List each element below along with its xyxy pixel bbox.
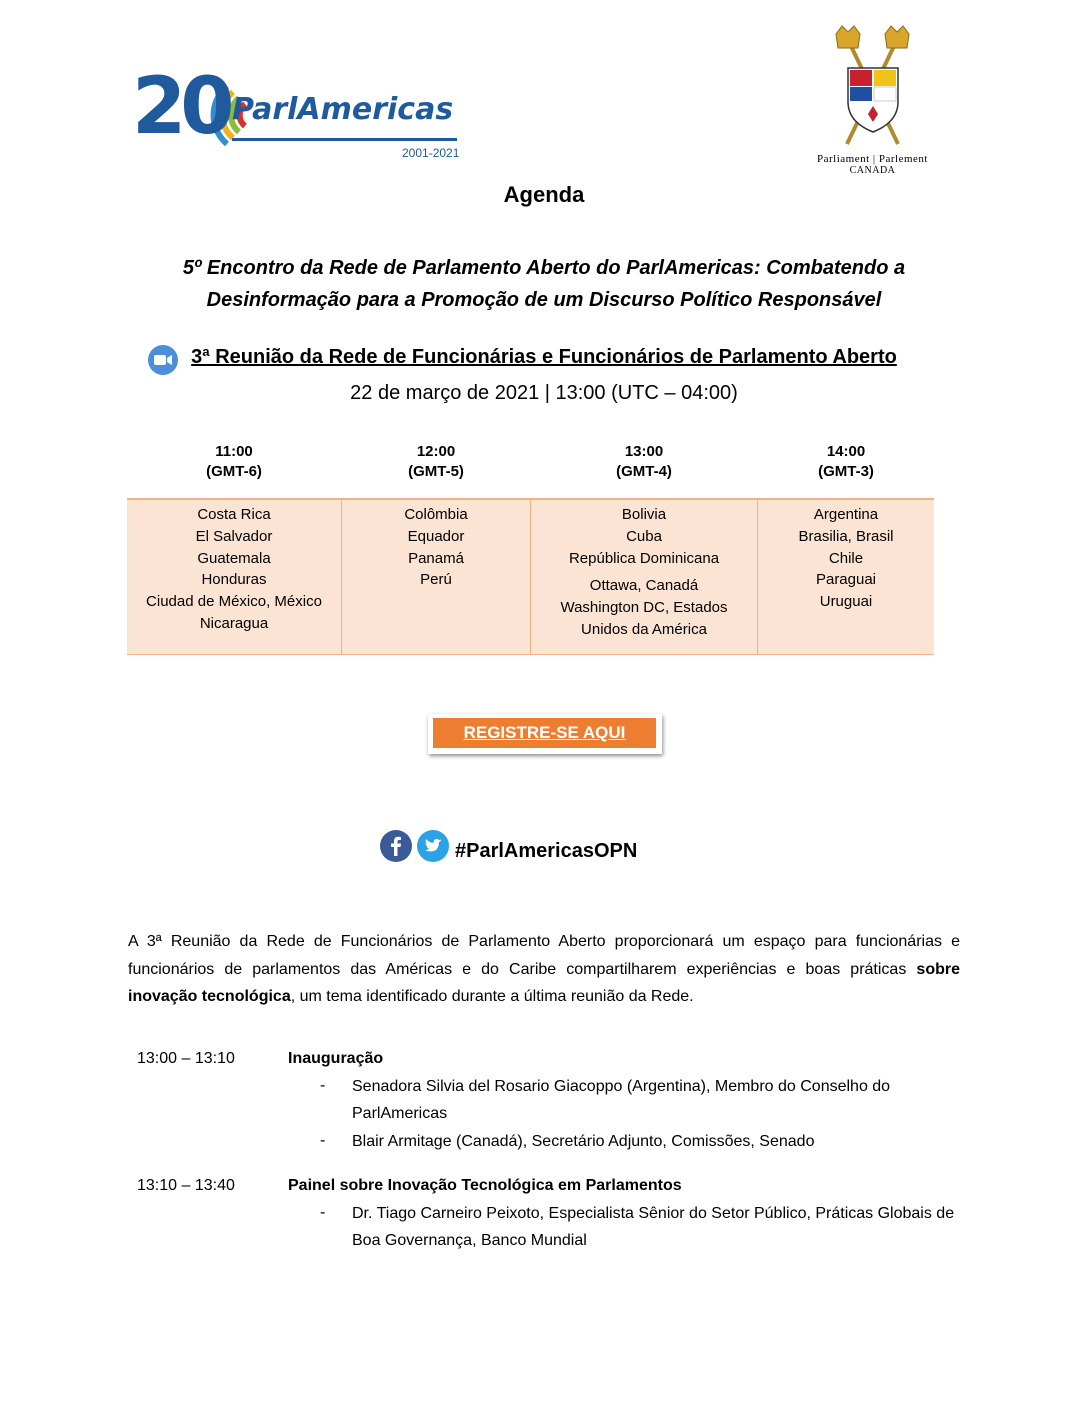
tz-time: 13:00 <box>624 443 664 460</box>
register-button[interactable] <box>428 714 662 754</box>
parliament-logo-text <box>800 154 945 176</box>
tz-header-1 <box>127 442 341 482</box>
session-title: Painel sobre Inovação Tecnológica em Parlamentos <box>288 1177 682 1194</box>
parliament-logo-line1: Parliament | Parlement <box>817 153 928 165</box>
tz-place: Brasilia, Brasil <box>798 527 894 545</box>
tz-place: Costa Rica <box>197 506 271 523</box>
intro-text-1: A 3ª Reunião da Rede de Funcionários de Parlamento Aberto proporcionará um espaço para funcionárias e funcionários de parlamentos das Américas e do Caribe compartilharem experiências e boas práticas <box>128 933 960 978</box>
parlamericas-logo <box>132 62 462 166</box>
parliament-canada-logo <box>800 24 945 180</box>
bullet-marker: - <box>320 1132 326 1149</box>
register-button-label[interactable]: REGISTRE-SE AQUI <box>433 718 656 748</box>
tz-cell-4 <box>758 498 934 655</box>
facebook-icon[interactable] <box>380 830 412 862</box>
tz-cell-2 <box>342 498 530 655</box>
event-title-line2: Desinformação para a Promoção de um Discurso Político Responsável <box>206 289 882 311</box>
tz-place: Panamá <box>408 549 464 567</box>
logo-years: 2001-2021 <box>402 146 460 160</box>
tz-place: Ciudad de México, México <box>146 593 322 611</box>
intro-text-bold: sobre inovação tecnológica <box>128 960 960 1005</box>
tz-time: 14:00 <box>826 443 866 460</box>
event-title <box>0 252 1088 316</box>
session-time: 13:10 – 13:40 <box>137 1177 235 1194</box>
tz-gmt: (GMT-6) <box>206 463 262 480</box>
twitter-icon[interactable] <box>417 830 449 862</box>
tz-gmt: (GMT-4) <box>616 463 672 480</box>
session-item: Dr. Tiago Carneiro Peixoto, Especialista Sênior do Setor Público, Práticas Globais de Boa Governança, Banco Mundial <box>352 1205 955 1249</box>
logo-brand: ParlAmericas <box>232 92 454 127</box>
date-line: 22 de março de 2021 | 13:00 (UTC – 04:00) <box>350 382 738 404</box>
session-time: 13:00 – 13:10 <box>137 1050 235 1067</box>
tz-gmt: (GMT-5) <box>408 463 464 480</box>
meeting-title-line <box>0 346 1088 369</box>
tz-place: Colômbia <box>404 506 468 523</box>
tz-place: Uruguai <box>819 593 873 611</box>
bullet-marker: - <box>320 1204 326 1221</box>
coat-of-arms-icon <box>800 24 945 152</box>
tz-cell-1 <box>127 498 341 655</box>
tz-place: Equador <box>407 527 465 545</box>
session-item: Senadora Silvia del Rosario Giacoppo (Argentina), Membro do Conselho do ParlAmericas <box>352 1078 891 1122</box>
tz-place: Washington DC, Estados <box>560 599 728 617</box>
tz-place: Cuba <box>626 527 662 545</box>
agenda-title: Agenda <box>503 182 585 207</box>
tz-place: Chile <box>828 549 864 567</box>
tz-place: Argentina <box>813 506 879 523</box>
tz-place: Paraguai <box>815 571 877 589</box>
tz-place: República Dominicana <box>568 549 720 567</box>
tz-place: El Salvador <box>195 527 273 545</box>
event-title-line1: 5º Encontro da Rede de Parlamento Aberto do ParlAmericas: Combatendo a <box>182 257 906 279</box>
tz-place: Ottawa, Canadá <box>589 577 699 595</box>
tz-time: 12:00 <box>416 443 456 460</box>
session-item: Blair Armitage (Canadá), Secretário Adjunto, Comissões, Senado <box>352 1133 815 1150</box>
parliament-logo-line2: CANADA <box>849 165 896 176</box>
tz-header-3 <box>531 442 757 482</box>
tz-place: Perú <box>420 571 452 589</box>
tz-place: Bolivia <box>621 506 667 523</box>
hashtag: #ParlAmericasOPN <box>455 840 638 862</box>
tz-header-2 <box>342 442 530 482</box>
tz-place: Unidos da América <box>581 620 707 638</box>
tz-place: Guatemala <box>197 549 271 567</box>
session-title: Inauguração <box>288 1050 384 1067</box>
tz-header-4 <box>758 442 934 482</box>
intro-paragraph <box>128 928 960 1011</box>
meeting-title: 3ª Reunião da Rede de Funcionárias e Funcionários de Parlamento Aberto <box>191 346 897 368</box>
logo-underline <box>232 138 457 141</box>
logo-number: 20 <box>132 62 229 152</box>
tz-gmt: (GMT-3) <box>818 463 874 480</box>
bullet-marker: - <box>320 1077 326 1094</box>
tz-place: Nicaragua <box>199 614 269 632</box>
tz-cell-3 <box>531 498 757 655</box>
intro-text-2: , um tema identificado durante a última reunião da Rede. <box>290 988 694 1005</box>
tz-time: 11:00 <box>215 443 253 460</box>
tz-place: Honduras <box>201 571 267 589</box>
